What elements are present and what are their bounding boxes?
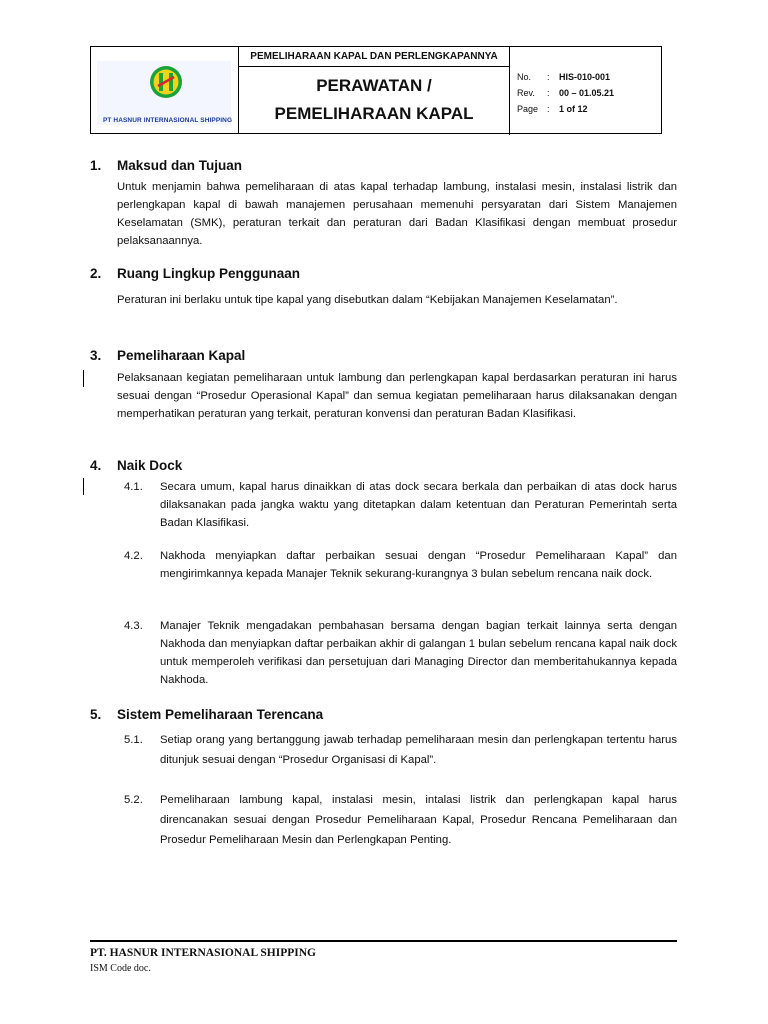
meta-key: No. bbox=[517, 72, 532, 82]
section-number: 3. bbox=[90, 348, 102, 363]
revision-marker bbox=[83, 478, 84, 495]
document-title bbox=[239, 67, 510, 135]
title-line-1: PERAWATAN / bbox=[316, 76, 432, 95]
footer-doc-label: ISM Code doc. bbox=[90, 963, 151, 974]
meta-page bbox=[517, 101, 614, 117]
title-line-2: PEMELIHARAAN KAPAL bbox=[274, 104, 474, 123]
document-header-table bbox=[90, 46, 662, 134]
company-logo-icon bbox=[149, 65, 183, 99]
document-category: PEMELIHARAAN KAPAL DAN PERLENGKAPANNYA bbox=[239, 47, 510, 67]
list-item-4-2 bbox=[124, 547, 677, 583]
item-text: Nakhoda menyiapkan daftar perbaikan sesuai dengan “Prosedur Pemeliharaan Kapal” dan mengirimkannya kepada Manajer Teknik sekurang-kurangnya 3 bulan sebelum rencana naik dock. bbox=[160, 550, 677, 580]
meta-number bbox=[517, 69, 614, 85]
section-1-text: Untuk menjamin bahwa pemeliharaan di atas kapal terhadap lambung, instalasi mesin, instalasi listrik dan perlengkapan kapal di bawah manajemen perusahaan memenuhi persyaratan dari Sistem Manajemen Keselamatan (SMK), peraturan terkait dan peraturan dari Badan Klasifikasi dengan membuat prosedur pelaksanaannya. bbox=[117, 181, 677, 247]
item-number: 5.1. bbox=[124, 734, 143, 746]
section-number: 2. bbox=[90, 266, 102, 281]
meta-revision bbox=[517, 85, 614, 101]
meta-key: Rev. bbox=[517, 88, 535, 98]
item-number: 4.3. bbox=[124, 620, 143, 632]
list-item-5-2 bbox=[124, 790, 677, 850]
meta-value: HIS-010-001 bbox=[559, 72, 611, 82]
item-number: 4.2. bbox=[124, 550, 143, 562]
item-number: 4.1. bbox=[124, 481, 143, 493]
meta-value: 00 – 01.05.21 bbox=[559, 88, 615, 98]
item-number: 5.2. bbox=[124, 794, 143, 806]
meta-value: 1 of 12 bbox=[559, 104, 588, 114]
section-title: Naik Dock bbox=[117, 458, 183, 473]
item-text: Setiap orang yang bertanggung jawab terhadap pemeliharaan mesin dan perlengkapan tertentu harus ditunjuk sesuai dengan “Prosedur Organisasi di Kapal”. bbox=[160, 734, 677, 766]
section-number: 5. bbox=[90, 707, 102, 722]
item-text: Pemeliharaan lambung kapal, instalasi mesin, intalasi listrik dan perlengkapan kapal harus direncanakan sesuai dengan Prosedur Pemeliharaan Kapal, Prosedur Rencana Pemeliharaan dan Prosedur Pemeliharaan Mesin dan Perlengkapan Penting. bbox=[160, 794, 677, 846]
meta-colon: : bbox=[547, 104, 550, 114]
meta-colon: : bbox=[547, 88, 550, 98]
section-heading-4 bbox=[90, 458, 182, 473]
section-heading-2 bbox=[90, 266, 300, 281]
logo-company-name: PT HASNUR INTERNASIONAL SHIPPING bbox=[103, 117, 233, 124]
list-item-4-1 bbox=[124, 478, 677, 532]
section-3-text: Pelaksanaan kegiatan pemeliharaan untuk lambung dan perlengkapan kapal berdasarkan peraturan ini harus sesuai dengan “Prosedur Operasional Kapal” dan semua kegiatan pemeliharaan harus dilaksanakan dengan memperhatikan peraturan yang terkait, peraturan konvensi dan peraturan Badan Klasifikasi. bbox=[117, 372, 677, 420]
meta-colon: : bbox=[547, 72, 550, 82]
section-title: Sistem Pemeliharaan Terencana bbox=[117, 707, 324, 722]
section-title: Ruang Lingkup Penggunaan bbox=[117, 266, 300, 281]
footer-company: PT. HASNUR INTERNASIONAL SHIPPING bbox=[90, 947, 316, 959]
section-number: 1. bbox=[90, 158, 102, 173]
section-heading-5 bbox=[90, 707, 323, 722]
list-item-4-3 bbox=[124, 617, 677, 689]
item-text: Secara umum, kapal harus dinaikkan di atas dock secara berkala dan perbaikan di atas dock harus dilaksanakan pada jangka waktu yang ditetapkan dalam ketentuan dan Peraturan Pemerintah serta Badan Klasifikasi. bbox=[160, 481, 677, 529]
section-2-text: Peraturan ini berlaku untuk tipe kapal yang disebutkan dalam “Kebijakan Manajemen Keselamatan”. bbox=[117, 294, 618, 306]
section-title: Pemeliharaan Kapal bbox=[117, 348, 246, 363]
meta-key: Page bbox=[517, 104, 539, 114]
section-heading-1 bbox=[90, 158, 242, 173]
document-meta bbox=[517, 69, 614, 117]
item-text: Manajer Teknik mengadakan pembahasan bersama dengan bagian terkait lainnya serta dengan Nakhoda dan menyiapkan daftar perbaikan akhir di galangan 1 bulan sebelum rencana kapal naik dock untuk memperoleh verifikasi dan persetujuan dari Managing Director dan memberitahukannya kepada Nakhoda. bbox=[160, 620, 677, 686]
section-number: 4. bbox=[90, 458, 102, 473]
revision-marker bbox=[83, 370, 84, 387]
logo-cell bbox=[91, 47, 239, 133]
list-item-5-1 bbox=[124, 730, 677, 770]
footer-divider bbox=[90, 940, 677, 942]
section-title: Maksud dan Tujuan bbox=[117, 158, 243, 173]
section-heading-3 bbox=[90, 348, 245, 363]
